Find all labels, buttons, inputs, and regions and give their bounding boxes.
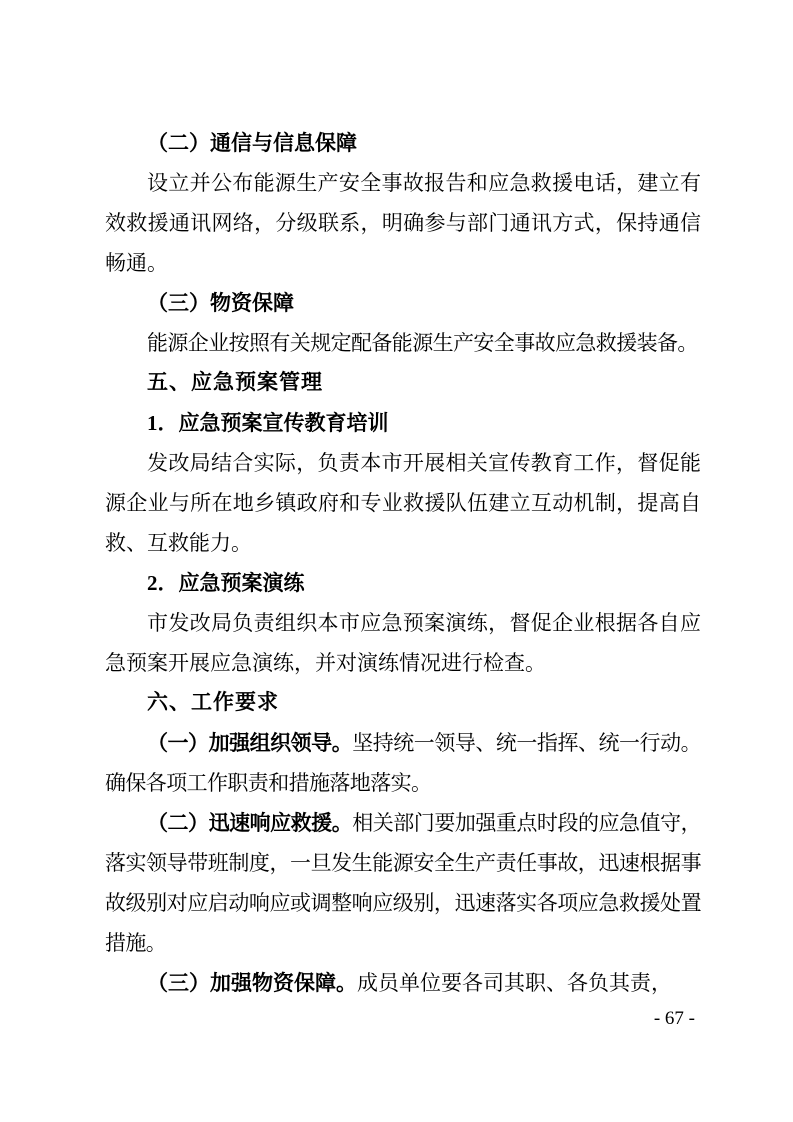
paragraph-bold-lead-3: （三）加强物资保障。 [147, 971, 357, 995]
paragraph-education-body: 发改局结合实际，负责本市开展相关宣传教育工作，督促能源企业与所在地乡镇政府和专业救援队伍建立互动机制，提高自救、互救能力。 [105, 451, 701, 555]
heading-section-5-plan-management: 五、应急预案管理 [147, 371, 323, 394]
paragraph-strengthen-leadership [105, 723, 701, 803]
heading-sub-2-plan-drill: 2．应急预案演练 [147, 571, 305, 595]
paragraph-body-text-1: 坚持统一领导、统一指挥、统一行动。确保各项工作职责和措施落地落实。 [105, 731, 701, 795]
heading-communication-info-support: （二）通信与信息保障 [147, 131, 357, 155]
heading-material-support: （三）物资保障 [147, 291, 294, 315]
paragraph-rapid-response [105, 803, 701, 963]
paragraph-communication-body: 设立并公布能源生产安全事故报告和应急救援电话，建立有效救援通讯网络，分级联系，明确参与部门通讯方式，保持通信畅通。 [105, 171, 701, 275]
document-body [105, 123, 701, 1003]
heading-section-6-work-requirements: 六、工作要求 [147, 691, 279, 714]
heading-sub-1-education-training: 1．应急预案宣传教育培训 [147, 411, 389, 435]
paragraph-drill-body: 市发改局负责组织本市应急预案演练，督促企业根据各自应急预案开展应急演练，并对演练情况进行检查。 [105, 611, 701, 675]
paragraph-body-text-2: 相关部门要加强重点时段的应急值守，落实领导带班制度，一旦发生能源安全生产责任事故，迅速根据事故级别对应启动响应或调整响应级别，迅速落实各项应急救援处置措施。 [105, 811, 701, 955]
paragraph-bold-lead-2: （二）迅速响应救援。 [147, 811, 353, 835]
paragraph-material-body: 能源企业按照有关规定配备能源生产安全事故应急救援装备。 [147, 331, 698, 355]
paragraph-body-text-3: 成员单位要各司其职、各负其责， [357, 971, 672, 995]
page-number: - 67 - [653, 1008, 695, 1029]
paragraph-bold-lead-1: （一）加强组织领导。 [147, 731, 353, 755]
paragraph-material-guarantee [105, 963, 701, 1003]
